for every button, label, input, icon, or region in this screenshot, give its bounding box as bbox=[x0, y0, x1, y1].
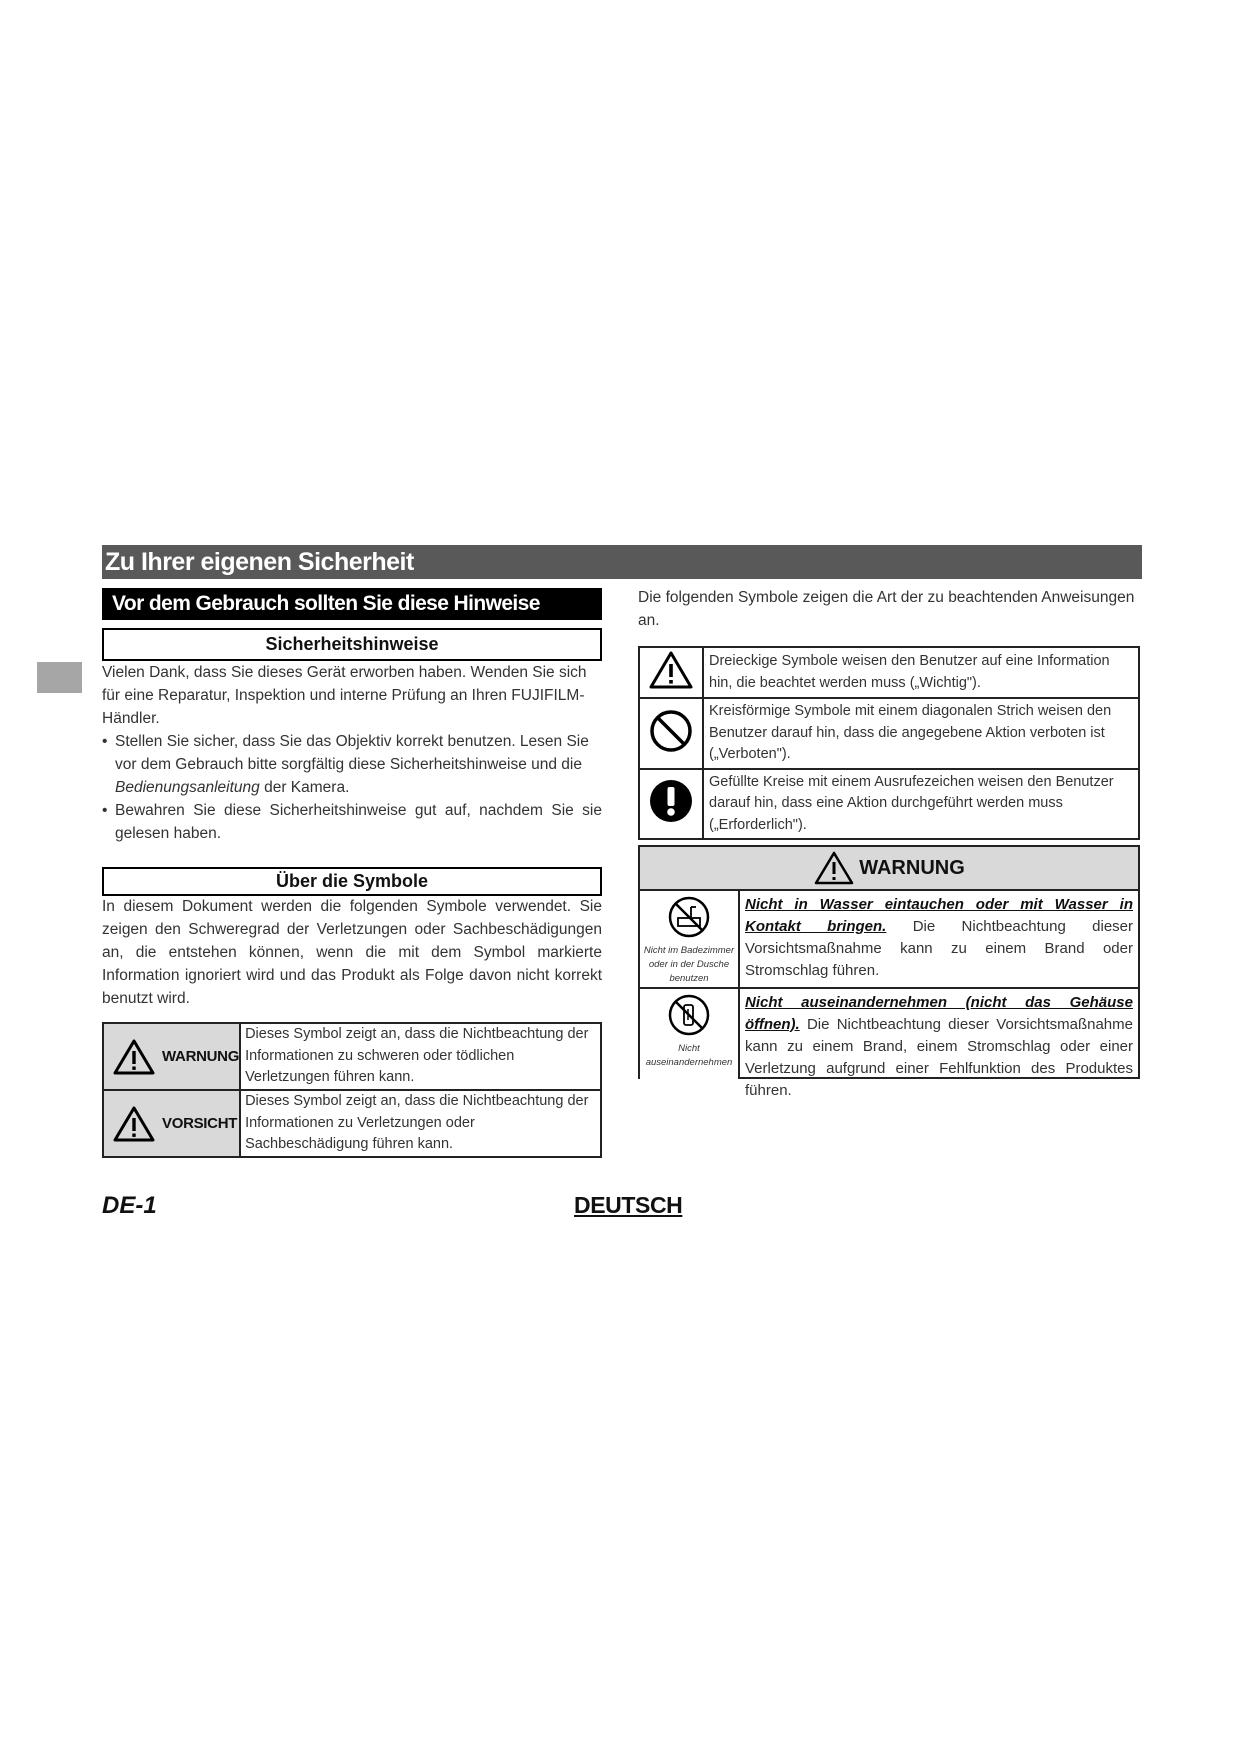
warning-triangle-icon bbox=[112, 1105, 156, 1143]
language-label: DEUTSCH bbox=[574, 1192, 683, 1218]
warning-title: Nicht in Wasser eintauchen oder mit Wasser in Kontakt bringen. bbox=[745, 896, 1133, 935]
warning-item bbox=[640, 891, 1138, 989]
warning-header bbox=[640, 847, 1138, 891]
bullet-text: Stellen Sie sicher, dass Sie das Objektiv korrekt benutzen. Lesen Sie vor dem Gebrauch bitte sorgfältig diese Sicherheitshinweise und die bbox=[115, 733, 589, 773]
icon-caption: Nicht auseinandernehmen bbox=[645, 1043, 733, 1068]
icon-caption: Nicht im Badezimmer oder in der Dusche benutzen bbox=[643, 945, 735, 984]
triangle-exclamation-icon bbox=[648, 650, 694, 690]
section-subtitle: Vor dem Gebrauch sollten Sie diese Hinweise bbox=[102, 588, 602, 620]
table-row bbox=[639, 769, 1139, 840]
safety-heading: Sicherheitshinweise bbox=[102, 628, 602, 661]
warning-triangle-icon bbox=[112, 1038, 156, 1076]
symbol-description: Gefüllte Kreise mit einem Ausrufezeichen weisen den Benutzer darauf hin, dass eine Aktion durchgeführt werden muss („Erforderlich"). bbox=[703, 769, 1139, 840]
warning-heading: WARNUNG bbox=[859, 856, 965, 879]
table-row bbox=[103, 1023, 601, 1090]
warning-icon-cell bbox=[640, 989, 740, 1079]
symbols-intro: In diesem Dokument werden die folgenden Symbole verwendet. Sie zeigen den Schweregrad der Verletzungen oder Sachbeschädigungen an, die entstehen können, wenn die mit dem Symbol markierte Information ignoriert wird und das Produkt als Folge davon nicht korrekt benutzt wird. bbox=[102, 898, 602, 1007]
filled-circle-exclamation-icon bbox=[648, 778, 694, 824]
side-tab-marker bbox=[37, 662, 82, 693]
warning-triangle-icon bbox=[813, 850, 855, 886]
signal-word: VORSICHT bbox=[162, 1115, 238, 1132]
warning-text bbox=[740, 891, 1138, 987]
icon-cell bbox=[639, 769, 703, 840]
signal-cell bbox=[103, 1023, 240, 1090]
symbols-heading: Über die Symbole bbox=[102, 867, 602, 896]
warning-text bbox=[740, 989, 1138, 1099]
signal-cell bbox=[103, 1090, 240, 1157]
icon-cell bbox=[639, 698, 703, 769]
warning-body: Die Nichtbeachtung dieser Vorsichtsmaßnahme kann zu einem Brand oder Stromschlag führen. bbox=[745, 918, 1134, 979]
safety-bullet: • Bewahren Sie diese Sicherheitshinweise gut auf, nachdem Sie sie gelesen haben. bbox=[102, 799, 602, 845]
warning-item bbox=[640, 989, 1138, 1099]
signal-word: WARNUNG bbox=[162, 1048, 240, 1065]
symbol-description: Dreieckige Symbole weisen den Benutzer auf eine Information hin, die beachtet werden muss („Wichtig"). bbox=[703, 647, 1139, 698]
warning-title: Nicht auseinandernehmen (nicht das Gehäuse öffnen). bbox=[745, 994, 1133, 1033]
no-water-icon bbox=[667, 895, 711, 939]
symbol-types-table bbox=[638, 646, 1140, 840]
no-disassemble-icon bbox=[667, 993, 711, 1037]
table-row bbox=[103, 1090, 601, 1157]
page-number: DE-1 bbox=[102, 1192, 157, 1219]
safety-bullet bbox=[102, 730, 602, 799]
icon-cell bbox=[639, 647, 703, 698]
page-title: Zu Ihrer eigenen Sicherheit bbox=[102, 545, 1142, 579]
signal-word-table bbox=[102, 1022, 602, 1158]
safety-intro: Vielen Dank, dass Sie dieses Gerät erworben haben. Wenden Sie sich für eine Reparatur, Inspektion und interne Prüfung an Ihren FUJIFILM-Händler. bbox=[102, 664, 587, 727]
safety-section bbox=[102, 661, 602, 845]
warning-box bbox=[638, 845, 1140, 1099]
symbol-description: Kreisförmige Symbole mit einem diagonalen Strich weisen den Benutzer darauf hin, dass die angegebene Aktion verboten ist („Verboten"). bbox=[703, 698, 1139, 769]
prohibited-circle-icon bbox=[648, 708, 694, 754]
warning-body: Die Nichtbeachtung dieser Vorsichtsmaßnahme kann zu einem Brand, einem Stromschlag oder einer Verletzung aufgrund einer Fehlfunktion des Produktes führen. bbox=[745, 1016, 1133, 1099]
signal-description: Dieses Symbol zeigt an, dass die Nichtbeachtung der Informationen zu Verletzungen oder Sachbeschädigung führen kann. bbox=[240, 1090, 601, 1157]
signal-description: Dieses Symbol zeigt an, dass die Nichtbeachtung der Informationen zu schweren oder tödlichen Verletzungen führen kann. bbox=[240, 1023, 601, 1090]
warning-icon-cell bbox=[640, 891, 740, 987]
manual-title: Bedienungsanleitung bbox=[115, 779, 260, 796]
table-row bbox=[639, 647, 1139, 698]
symbol-types-intro: Die folgenden Symbole zeigen die Art der zu beachtenden Anweisungen an. bbox=[638, 589, 1135, 629]
bullet-text-end: der Kamera. bbox=[259, 779, 350, 796]
table-row bbox=[639, 698, 1139, 769]
